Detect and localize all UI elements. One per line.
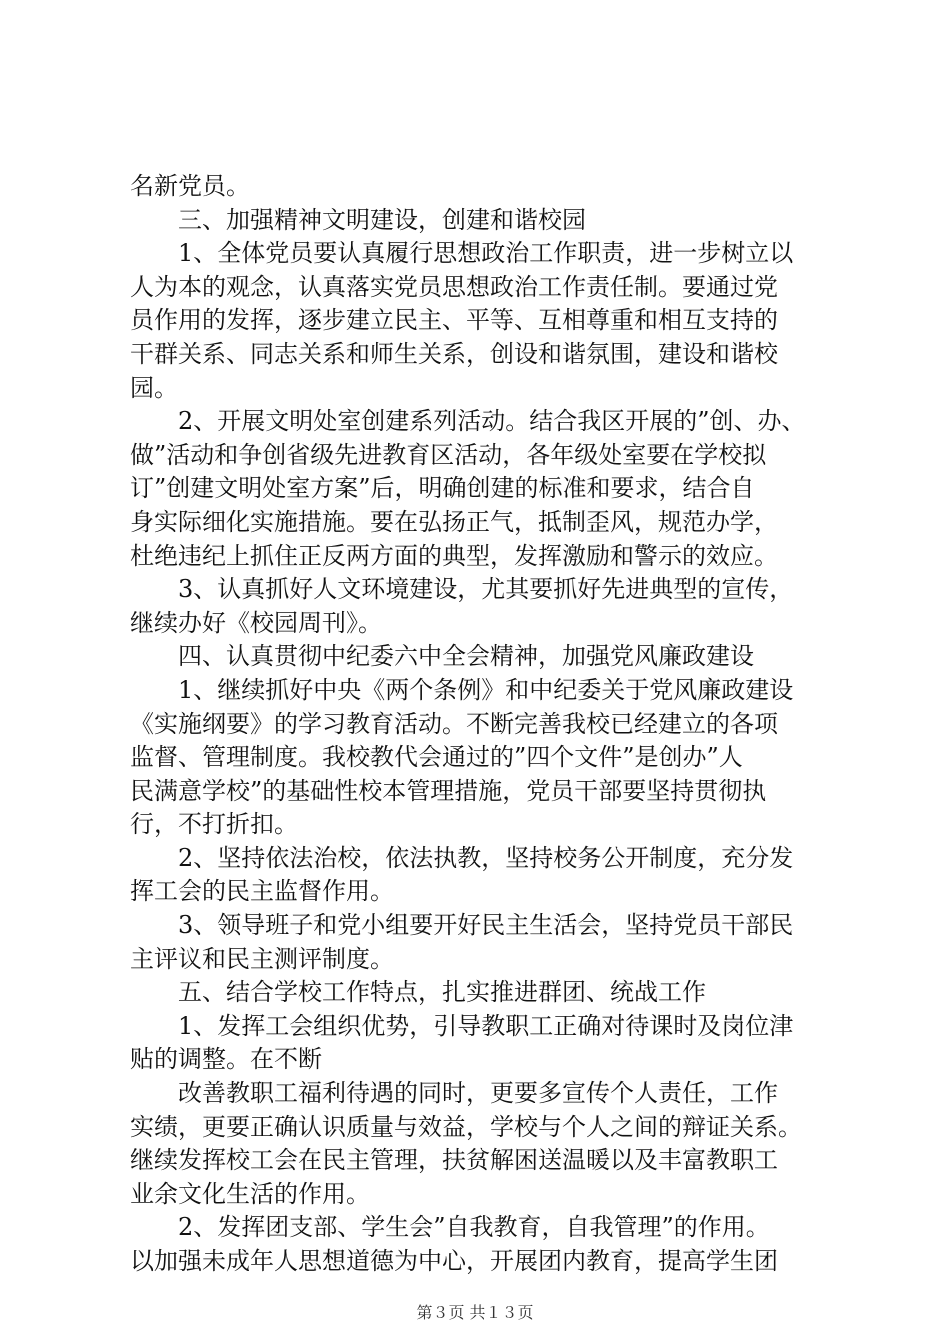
text-line: 3、领导班子和党小组要开好民主生活会，坚持党员干部民 xyxy=(178,911,794,940)
text-line: 四、认真贯彻中纪委六中全会精神，加强党风廉政建设 xyxy=(178,642,754,671)
text-line: 1、发挥工会组织优势，引导教职工正确对待课时及岗位津 xyxy=(178,1011,794,1040)
text-line: 继续办好《校园周刊》。 xyxy=(130,608,382,637)
text-line: 挥工会的民主监督作用。 xyxy=(130,877,394,906)
text-line: 名新党员。 xyxy=(130,172,250,200)
text-line: 园。 xyxy=(130,373,178,402)
text-line: 监督、管理制度。我校教代会通过的”四个文件”是创办”人 xyxy=(130,743,743,772)
text-line: 改善教职工福利待遇的同时，更要多宣传个人责任，工作 xyxy=(178,1079,778,1108)
text-line: 民满意学校”的基础性校本管理措施，党员干部要坚持贯彻执 xyxy=(130,776,767,805)
text-line: 做”活动和争创省级先进教育区活动，各年级处室要在学校拟 xyxy=(130,440,767,469)
text-line: 《实施纲要》的学习教育活动。不断完善我校已经建立的各项 xyxy=(130,709,778,738)
text-line: 员作用的发挥，逐步建立民主、平等、互相尊重和相互支持的 xyxy=(130,306,778,335)
text-line: 身实际细化实施措施。要在弘扬正气，抵制歪风，规范办学， xyxy=(130,507,778,536)
text-line: 业余文化生活的作用。 xyxy=(130,1179,370,1208)
text-line: 1、全体党员要认真履行思想政治工作职责，进一步树立以 xyxy=(178,239,794,268)
text-line: 2、开展文明处室创建系列活动。结合我区开展的”创、办、 xyxy=(178,407,806,436)
text-line: 干群关系、同志关系和师生关系，创设和谐氛围，建设和谐校 xyxy=(130,339,778,368)
page-footer: 第３页 共１３页 xyxy=(416,1303,534,1322)
document-body xyxy=(130,170,835,1279)
text-line: 继续发挥校工会在民主管理，扶贫解困送温暖以及丰富教职工 xyxy=(130,1146,778,1175)
text-line: 行，不打折扣。 xyxy=(130,810,298,839)
text-line: 以加强未成年人思想道德为中心，开展团内教育，提高学生团 xyxy=(130,1247,778,1275)
text-line: 杜绝违纪上抓住正反两方面的典型，发挥激励和警示的效应。 xyxy=(130,541,778,570)
text-line: 3、认真抓好人文环境建设，尤其要抓好先进典型的宣传， xyxy=(178,575,794,604)
text-line: 主评议和民主测评制度。 xyxy=(130,944,394,973)
text-line: 1、继续抓好中央《两个条例》和中纪委关于党风廉政建设 xyxy=(178,675,794,704)
text-line: 实绩，更要正确认识质量与效益，学校与个人之间的辩证关系。 xyxy=(130,1112,802,1141)
text-line: 2、坚持依法治校，依法执教，坚持校务公开制度，充分发 xyxy=(178,843,794,872)
text-line: 订”创建文明处室方案”后，明确创建的标准和要求，结合自 xyxy=(130,474,755,503)
text-line: 三、加强精神文明建设，创建和谐校园 xyxy=(178,205,586,234)
text-line: 五、结合学校工作特点，扎实推进群团、统战工作 xyxy=(178,978,706,1007)
text-line: 人为本的观念，认真落实党员思想政治工作责任制。要通过党 xyxy=(130,272,778,301)
text-line: 2、发挥团支部、学生会”自我教育，自我管理”的作用。 xyxy=(178,1213,770,1242)
text-line: 贴的调整。在不断 xyxy=(130,1045,322,1074)
